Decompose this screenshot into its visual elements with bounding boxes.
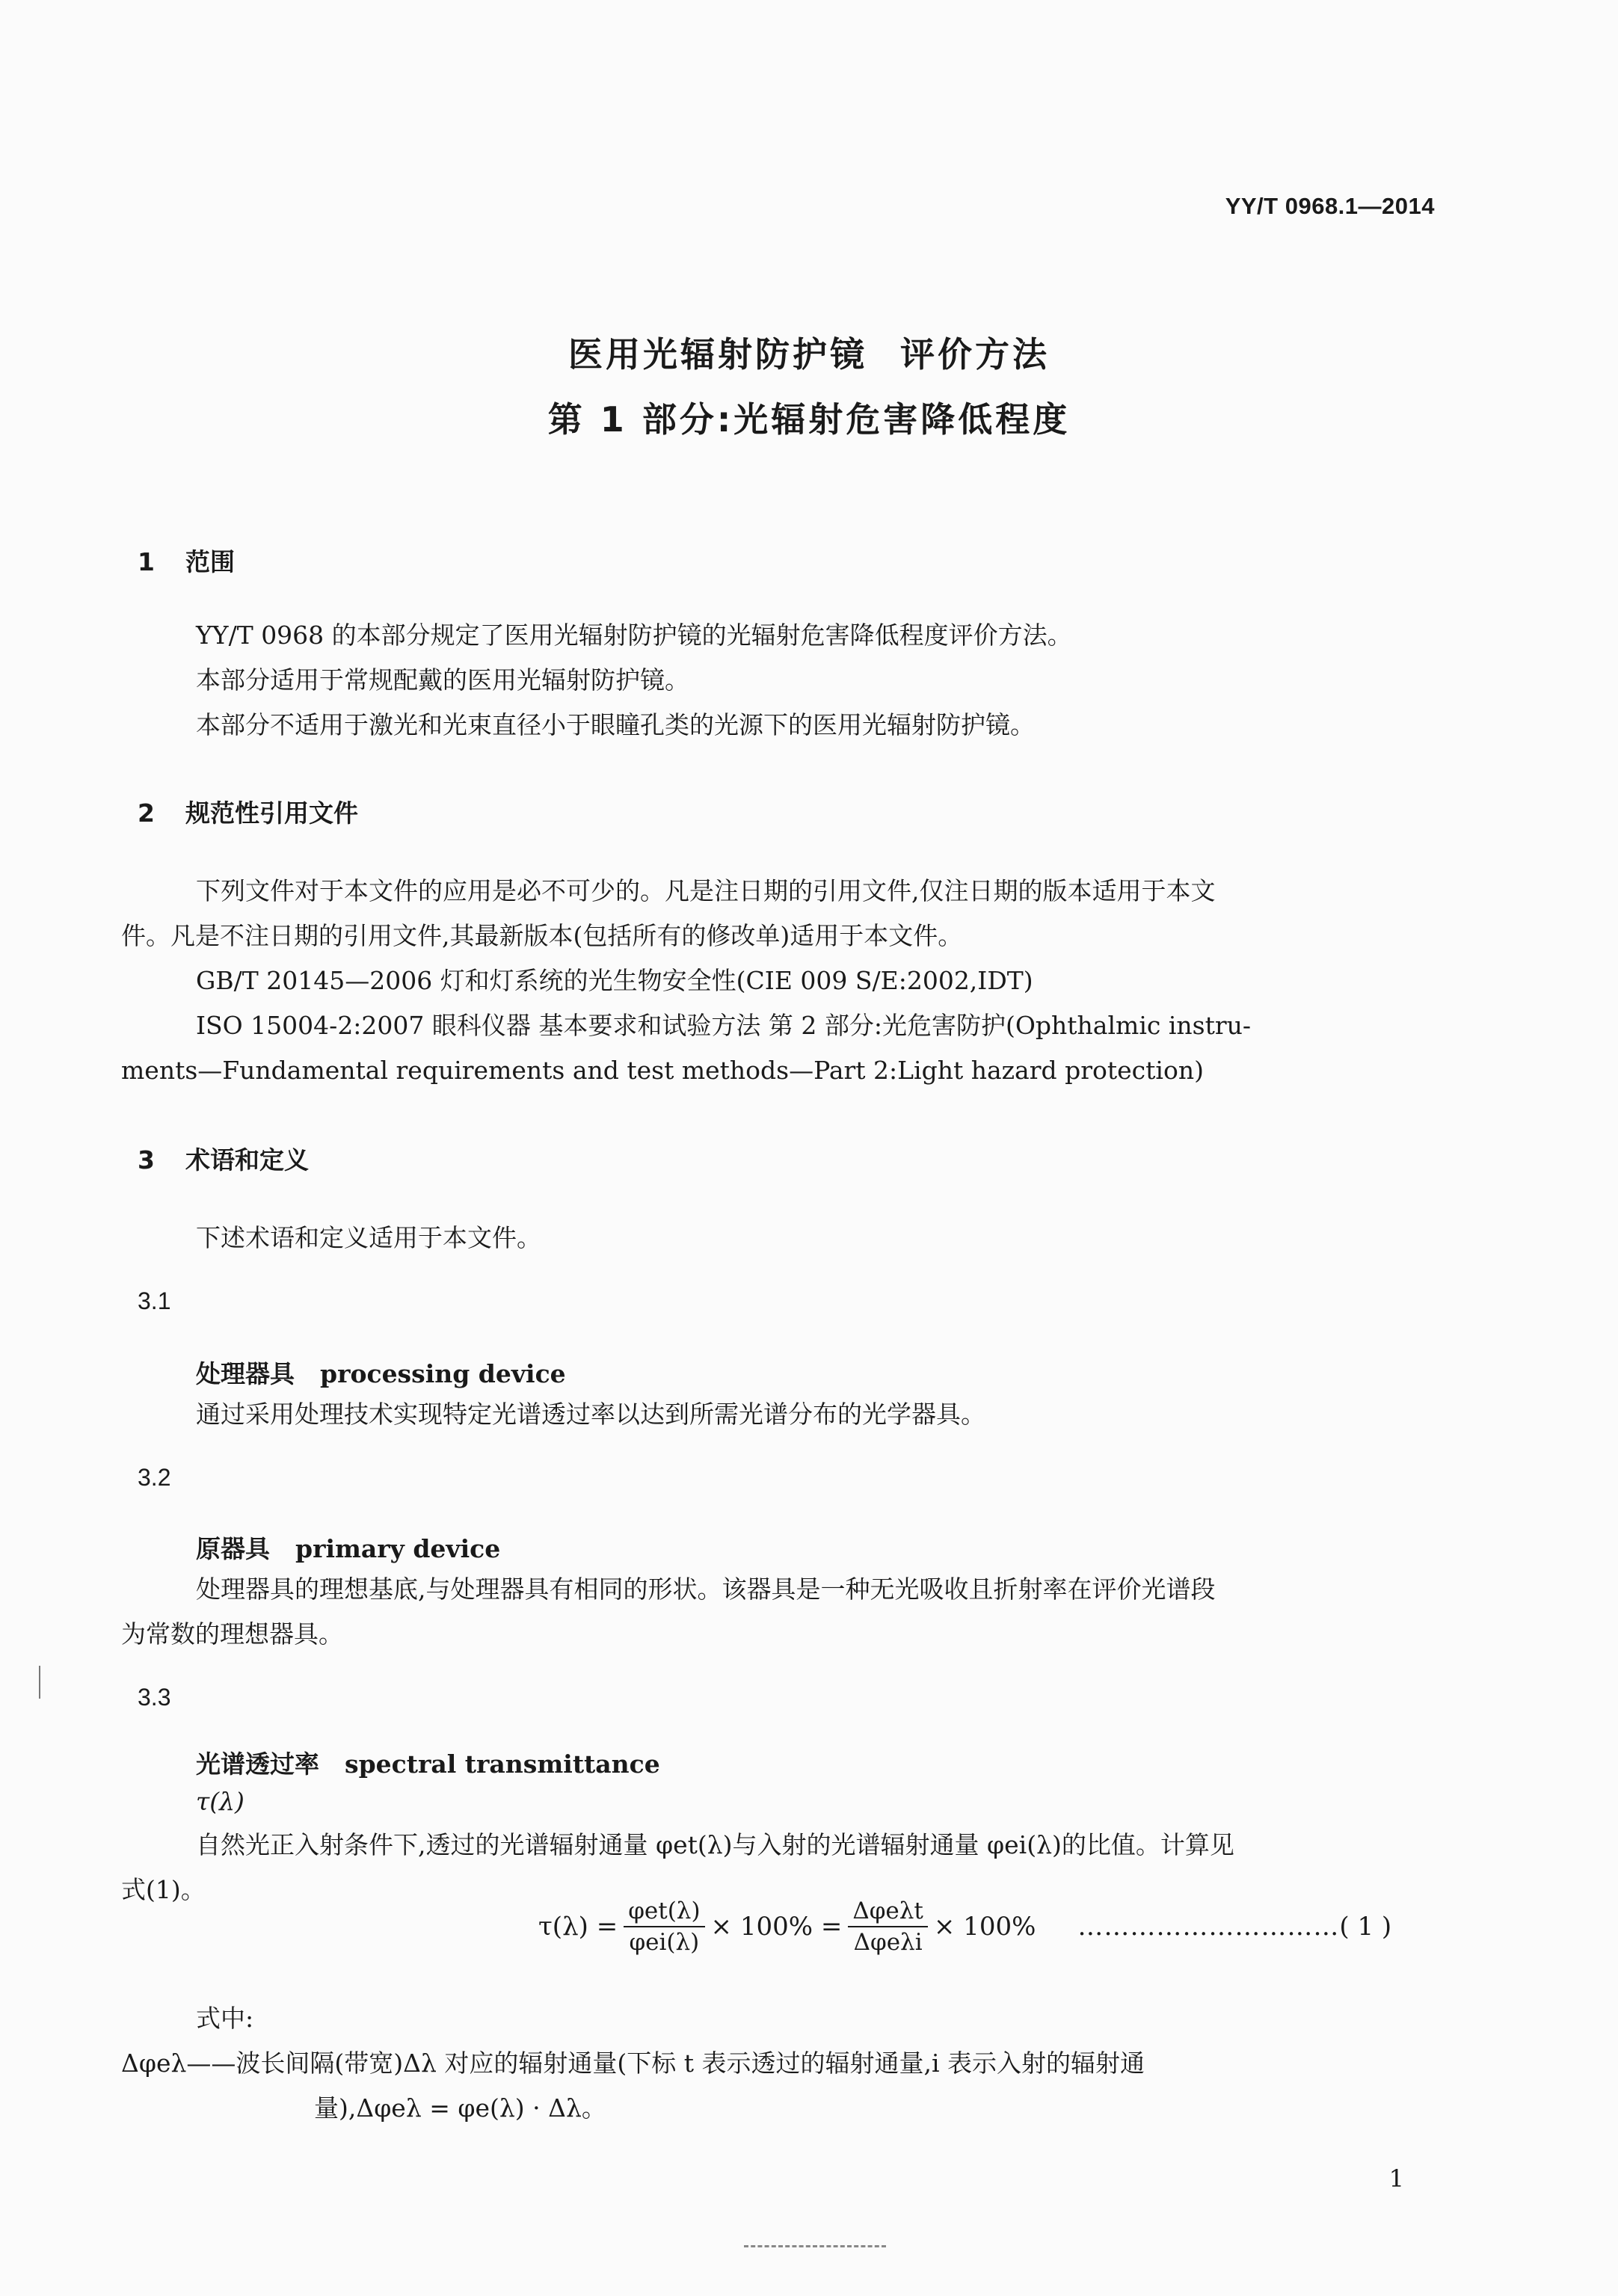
reference-item: ISO 15004-2:2007 眼科仪器 基本要求和试验方法 第 2 部分:光危害防护(Ophthalmic instru- <box>196 1011 1252 1040</box>
document-title-line1 <box>0 327 1618 377</box>
fraction-1 <box>624 1898 704 1956</box>
section-1-heading <box>138 543 235 578</box>
title-part-b: 评价方法 <box>900 334 1050 375</box>
term-en: processing device <box>320 1359 566 1388</box>
fraction-2 <box>848 1898 928 1956</box>
fraction-denominator: φei(λ) <box>629 1929 700 1956</box>
clause-number: 3.2 <box>138 1464 171 1491</box>
term-en: primary device <box>295 1534 501 1563</box>
equation-label: ( 1 ) <box>1339 1912 1392 1942</box>
scan-mark <box>39 1666 40 1699</box>
footer-rule <box>744 2245 886 2247</box>
term-definition: 处理器具的理想基底,与处理器具有相同的形状。该器具是一种无光吸收且折射率在评价光谱段 <box>196 1575 1216 1604</box>
title-part-a: 医用光辐射防护镜 <box>568 334 867 375</box>
term-symbol: τ(λ) <box>196 1787 244 1816</box>
section-title: 规范性引用文件 <box>185 798 358 828</box>
paragraph: 本部分适用于常规配戴的医用光辐射防护镜。 <box>196 665 689 695</box>
equation-operator: × 100% <box>933 1912 1036 1942</box>
reference-item: GB/T 20145—2006 灯和灯系统的光生物安全性(CIE 009 S/E:2002,IDT) <box>196 966 1033 995</box>
section-2-heading <box>138 794 358 829</box>
fraction-denominator: Δφeλi <box>853 1929 923 1956</box>
fraction-numerator: φet(λ) <box>624 1898 704 1927</box>
term-definition: 通过采用处理技术实现特定光谱透过率以达到所需光谱分布的光学器具。 <box>196 1400 985 1429</box>
term-definition: 为常数的理想器具。 <box>121 1619 343 1649</box>
paragraph: 件。凡是不注日期的引用文件,其最新版本(包括所有的修改单)适用于本文件。 <box>121 921 963 950</box>
fraction-numerator: Δφeλt <box>848 1898 928 1927</box>
paragraph: YY/T 0968 的本部分规定了医用光辐射防护镜的光辐射危害降低程度评价方法。 <box>196 621 1072 650</box>
leader-dots: ………………………… <box>1077 1912 1340 1942</box>
term-heading <box>196 1355 566 1390</box>
section-number: 3 <box>138 1145 155 1175</box>
paragraph: 下述术语和定义适用于本文件。 <box>196 1223 541 1252</box>
document-title-line2: 第 1 部分:光辐射危害降低程度 <box>547 399 1071 440</box>
paragraph: 下列文件对于本文件的应用是必不可少的。凡是注日期的引用文件,仅注日期的版本适用于本文 <box>196 876 1216 905</box>
page-number: 1 <box>1388 2164 1404 2193</box>
term-cn: 处理器具 <box>196 1359 295 1388</box>
term-heading <box>196 1745 660 1780</box>
equation-lhs: τ(λ) = <box>538 1912 618 1942</box>
term-cn: 原器具 <box>196 1534 270 1563</box>
term-en: spectral transmittance <box>345 1749 660 1779</box>
section-number: 1 <box>138 547 155 576</box>
term-cn: 光谱透过率 <box>196 1749 319 1779</box>
clause-number: 3.1 <box>138 1287 171 1314</box>
clause-number: 3.3 <box>138 1684 171 1711</box>
section-title: 范围 <box>185 547 235 576</box>
term-heading <box>196 1530 500 1565</box>
section-3-heading <box>138 1141 309 1176</box>
equation-operator: × 100% = <box>710 1912 843 1942</box>
section-number: 2 <box>138 798 155 828</box>
reference-item: ments—Fundamental requirements and test methods—Part 2:Light hazard protection) <box>121 1056 1204 1085</box>
variable-definition: Δφeλ——波长间隔(带宽)Δλ 对应的辐射通量(下标 t 表示透过的辐射通量,i 表示入射的辐射通 <box>121 2049 1145 2078</box>
term-definition: 自然光正入射条件下,透过的光谱辐射通量 φet(λ)与入射的光谱辐射通量 φei(λ)的比值。计算见 <box>196 1830 1234 1859</box>
term-definition: 式(1)。 <box>121 1875 206 1904</box>
where-label: 式中: <box>196 2004 254 2033</box>
section-title: 术语和定义 <box>185 1145 309 1175</box>
paragraph: 本部分不适用于激光和光束直径小于眼瞳孔类的光源下的医用光辐射防护镜。 <box>196 710 1035 739</box>
standard-code: YY/T 0968.1—2014 <box>1225 193 1435 219</box>
variable-definition: 量),Δφeλ = φe(λ) · Δλ。 <box>314 2093 606 2123</box>
equation-1 <box>538 1898 1391 1956</box>
